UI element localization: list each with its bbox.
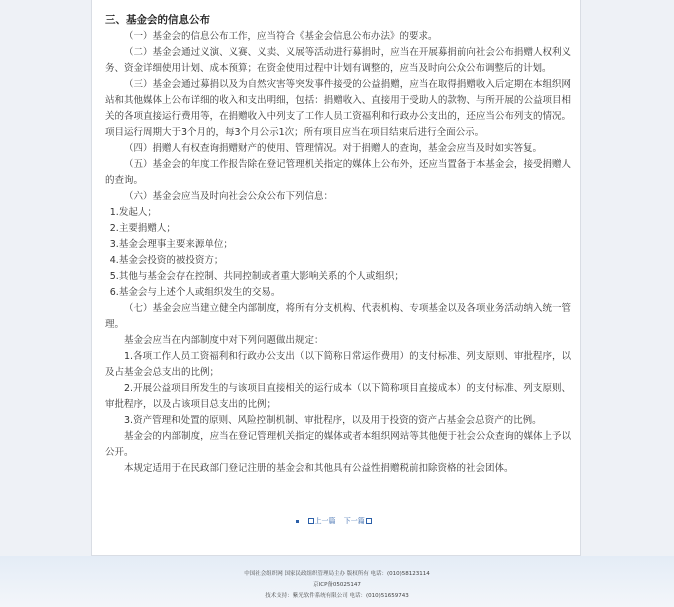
- paragraph-4: （四）捐赠人有权查询捐赠财产的使用、管理情况。对于捐赠人的查询，基金会应当及时如实答复。: [124, 143, 543, 154]
- prev-article-label: 上一篇: [314, 517, 336, 525]
- footer-icp: 京ICP备05025147: [313, 582, 361, 588]
- paragraph-10: 2.开展公益项目所发生的与该项目直接相关的运行成本（以下简称项目直接成本）的支付标准、列支原则、审批程序，以及占该项目总支出的比例；: [105, 383, 571, 410]
- paragraph-5: （五）基金会的年度工作报告除在登记管理机关指定的媒体上公布外，还应当置备于本基金会，接受捐赠人的查询。: [105, 159, 571, 186]
- list-item: 5.其他与基金会存在控制、共同控制或者重大影响关系的个人或组织；: [109, 271, 404, 282]
- paragraph-8: 基金会应当在内部制度中对下列问题做出规定：: [124, 335, 324, 346]
- list-item: 3.基金会理事主要来源单位；: [109, 239, 233, 250]
- article-panel: [91, 0, 581, 556]
- paragraph-7: （七）基金会应当建立健全内部制度，将所有分支机构、代表机构、专项基金以及各项业务活动纳入统一管理。: [105, 303, 571, 330]
- bullet-icon: [296, 520, 299, 523]
- square-icon: [308, 518, 314, 524]
- site-footer: [0, 556, 674, 607]
- next-article-link[interactable]: [344, 516, 373, 526]
- article-pager: [92, 516, 580, 526]
- square-icon: [366, 518, 372, 524]
- footer-tech-support: 技术支持：紫光软件系统有限公司 电话：(010)51659743: [265, 593, 409, 599]
- prev-article-link[interactable]: [307, 516, 336, 526]
- paragraph-3: （三）基金会通过募捐以及为自然灾害等突发事件接受的公益捐赠，应当在取得捐赠收入后定期在本组织网站和其他媒体上公布详细的收入和支出明细，包括：捐赠收入、直接用于受助人的款物、与所开展的公益项目相关的各项直接运行费用等，在捐赠收入中列支了工作人员工资福利和行政办公支出的，还应当公布列支的情况。项目运行周期大于3个月的，每3个月公示1次；所有项目应当在项目结束后进行全面公示。: [105, 79, 571, 138]
- list-item: 6.基金会与上述个人或组织发生的交易。: [109, 287, 281, 298]
- paragraph-2: （二）基金会通过义演、义赛、义卖、义展等活动进行募捐时，应当在开展募捐前向社会公布捐赠人权利义务、资金详细使用计划、成本预算；在资金使用过程中计划有调整的，应当及时向公众公布调整后的计划。: [105, 47, 571, 74]
- paragraph-1: （一）基金会的信息公布工作，应当符合《基金会信息公布办法》的要求。: [124, 31, 438, 42]
- paragraph-6: （六）基金会应当及时向社会公众公布下列信息：: [124, 191, 334, 202]
- list-item: 1.发起人；: [109, 207, 157, 218]
- article-content: [105, 12, 571, 477]
- paragraph-12: 基金会的内部制度，应当在登记管理机关指定的媒体或者本组织网站等其他便于社会公众查询的媒体上予以公开。: [105, 431, 571, 458]
- paragraph-13: 本规定适用于在民政部门登记注册的基金会和其他具有公益性捐赠税前扣除资格的社会团体。: [124, 463, 514, 474]
- list-item: 4.基金会投资的被投资方；: [109, 255, 224, 266]
- next-article-label: 下一篇: [343, 517, 365, 525]
- footer-copyright: 中国社会组织网 国家民政组织管理局主办 版权所有 电话：(010)58123114: [244, 571, 430, 577]
- section-title: 三、基金会的信息公布: [105, 14, 210, 26]
- paragraph-9: 1.各项工作人员工资福利和行政办公支出（以下简称日常运作费用）的支付标准、列支原则、审批程序，以及占基金会总支出的比例；: [105, 351, 571, 378]
- list-item: 2.主要捐赠人；: [109, 223, 176, 234]
- paragraph-11: 3.资产管理和处置的原则、风险控制机制、审批程序，以及用于投资的资产占基金会总资产的比例。: [124, 415, 542, 426]
